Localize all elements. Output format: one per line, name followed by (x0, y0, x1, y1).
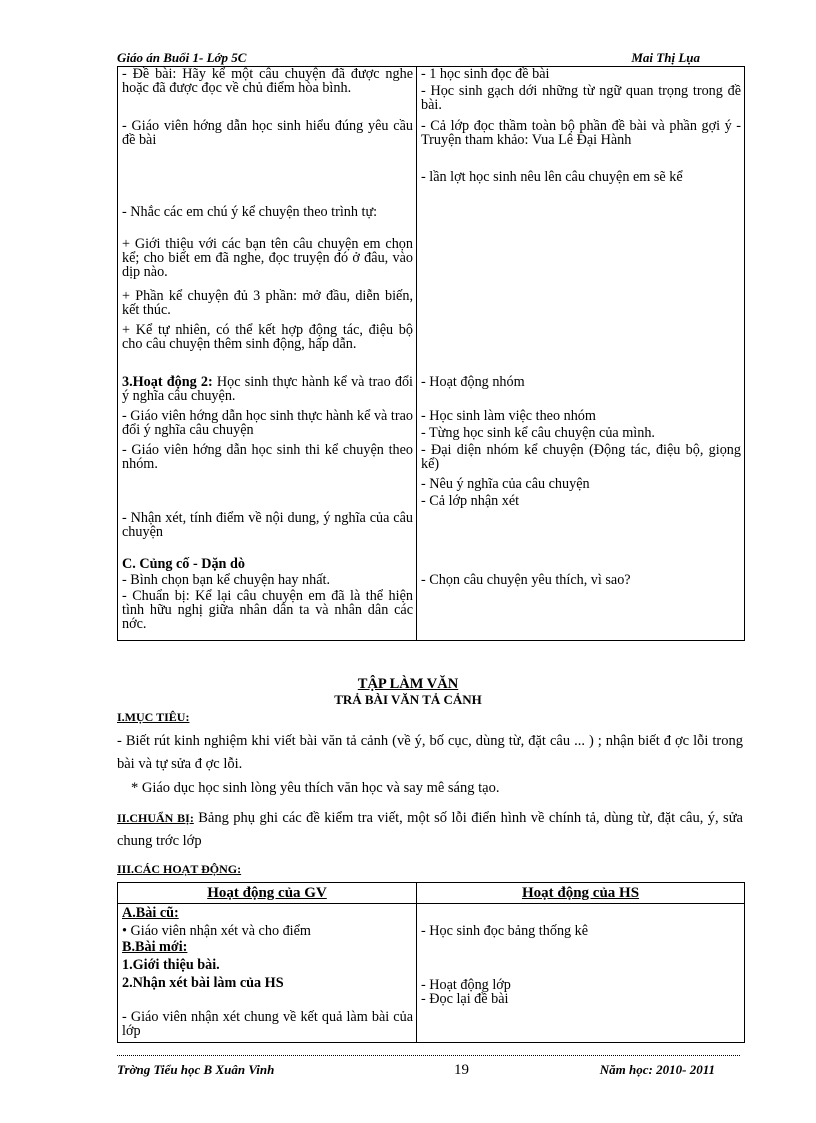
hs-column (417, 904, 745, 1043)
gv-column (118, 904, 417, 1043)
header-left: Giáo án Buổi 1- Lớp 5C (117, 50, 247, 65)
column-header-hs: Hoạt động của HS (417, 883, 745, 904)
hs-item: - Hoạt động lớp (421, 977, 511, 993)
student-item: - Chọn câu chuyện yêu thích, vì sao? (421, 572, 631, 588)
intro-heading: 1.Giới thiệu bài. (122, 957, 220, 973)
review-heading: 2.Nhận xét bài làm của HS (122, 975, 284, 991)
teacher-item: + Kể tự nhiên, có thể kết hợp động tác, điệu bộ cho câu chuyện thêm sinh động, hấp dẫn. (122, 322, 413, 352)
footer-year: Năm học: 2010- 2011 (599, 1062, 715, 1077)
hs-item: - Đọc lại đề bài (421, 991, 509, 1007)
activities-label: III.CÁC HOẠT ĐỘNG: (117, 862, 242, 876)
old-lesson-heading: A.Bài cũ: (122, 905, 179, 921)
page-number: 19 (454, 1062, 469, 1078)
teacher-item: + Giới thiệu với các bạn tên câu chuyện em chọn kể; cho biết em đã nghe, đọc truyện đó ở đâu, vào dịp nào. (122, 236, 413, 280)
teacher-item: - Bình chọn bạn kể chuyện hay nhất. (122, 572, 331, 588)
column-header-gv: Hoạt động của GV (118, 883, 417, 904)
teacher-column (118, 67, 417, 641)
teacher-item: - Giáo viên hớng dẫn học sinh thi kể chuyện theo nhóm. (122, 442, 413, 472)
student-item: - Hoạt động nhóm (421, 374, 525, 390)
teacher-item: - Giáo viên hớng dẫn học sinh hiểu đúng yêu cầu đề bài (122, 118, 413, 148)
student-item: - Cả lớp nhận xét (421, 493, 520, 509)
preparation-text: Bảng phụ ghi các đề kiểm tra viết, một số lỗi điển hình về chính tả, dùng từ, đặt câu, ý, sửa chung trớc lớp (117, 810, 743, 849)
activity-2-text: Học sinh thực hành kể và trao đổi ý nghĩa câu chuyện. (122, 374, 414, 404)
student-item: - Nêu ý nghĩa của câu chuyện (421, 476, 590, 492)
student-item: - Cả lớp đọc thầm toàn bộ phần đề bài và phần gợi ý - Truyện tham khảo: Vua Lê Đại Hành (421, 118, 741, 148)
page-footer (117, 1055, 740, 1078)
activities-heading (117, 858, 743, 881)
student-item: - lần lợt học sinh nêu lên câu chuyện em sẽ kể (421, 169, 683, 185)
teacher-item: + Phần kể chuyện đủ 3 phần: mở đầu, diễn biến, kết thúc. (122, 288, 413, 318)
section-title: TẬP LÀM VĂN (357, 676, 459, 692)
header-right: Mai Thị Lụa (631, 50, 700, 65)
student-item: - Từng học sinh kể câu chuyện của mình. (421, 425, 655, 441)
page-header (117, 50, 740, 67)
objectives-text-1: - Biết rút kinh nghiệm khi viết bài văn tả cảnh (về ý, bố cục, dùng từ, đặt câu ... ) ; nhận biết đ ợc lỗi trong bài và tự sửa đ ợc lỗi. (117, 733, 743, 772)
student-item: - Đại diện nhóm kể chuyện (Động tác, điệu bộ, giọng kể) (421, 442, 741, 472)
objectives-label: I.MỤC TIÊU: (117, 710, 190, 724)
lesson-table-2 (117, 882, 745, 1043)
objectives-text-2: * Giáo dục học sinh lòng yêu thích văn học và say mê sáng tạo. (131, 780, 500, 796)
consolidation-heading: C. Củng cố - Dặn dò (122, 556, 245, 572)
teacher-item: - Đề bài: Hãy kể một câu chuyện đã được nghe hoặc đã được đọc về chủ điểm hòa bình. (122, 66, 413, 96)
preparation-label: II.CHUẨN BỊ: (117, 811, 194, 825)
activity-2-label: 3.Hoạt động 2: (122, 374, 213, 390)
footer-school: Trờng Tiểu học B Xuân Vinh (117, 1062, 275, 1077)
gv-item: - Giáo viên nhận xét chung về kết quả làm bài của lớp (122, 1009, 413, 1039)
hs-item: - Học sinh đọc bảng thống kê (421, 923, 589, 939)
student-item: - Học sinh làm việc theo nhóm (421, 408, 596, 424)
gv-item: • Giáo viên nhận xét và cho điểm (122, 923, 311, 939)
preparation-paragraph (117, 807, 743, 853)
teacher-item: - Chuẩn bị: Kể lại câu chuyện em đã là thể hiện tình hữu nghị giữa nhân dân ta và nhân dân các nớc. (122, 588, 413, 632)
lesson-table-1 (117, 66, 745, 641)
student-item: - 1 học sinh đọc đề bài (421, 66, 550, 82)
objectives-heading (117, 706, 743, 729)
teacher-item: - Giáo viên hớng dẫn học sinh thực hành kể và trao đổi ý nghĩa câu chuyện (122, 408, 413, 438)
activity-2-paragraph (122, 375, 413, 403)
student-item: - Học sinh gạch dới những từ ngữ quan trọng trong đề bài. (421, 83, 741, 113)
section-subtitle: TRẢ BÀI VĂN TẢ CẢNH (334, 692, 482, 707)
new-lesson-heading: B.Bài mới: (122, 939, 188, 955)
teacher-item: - Nhắc các em chú ý kể chuyện theo trình tự: (122, 204, 378, 220)
teacher-item: - Nhận xét, tính điểm về nội dung, ý nghĩa của câu chuyện (122, 510, 413, 540)
student-column (417, 67, 745, 641)
